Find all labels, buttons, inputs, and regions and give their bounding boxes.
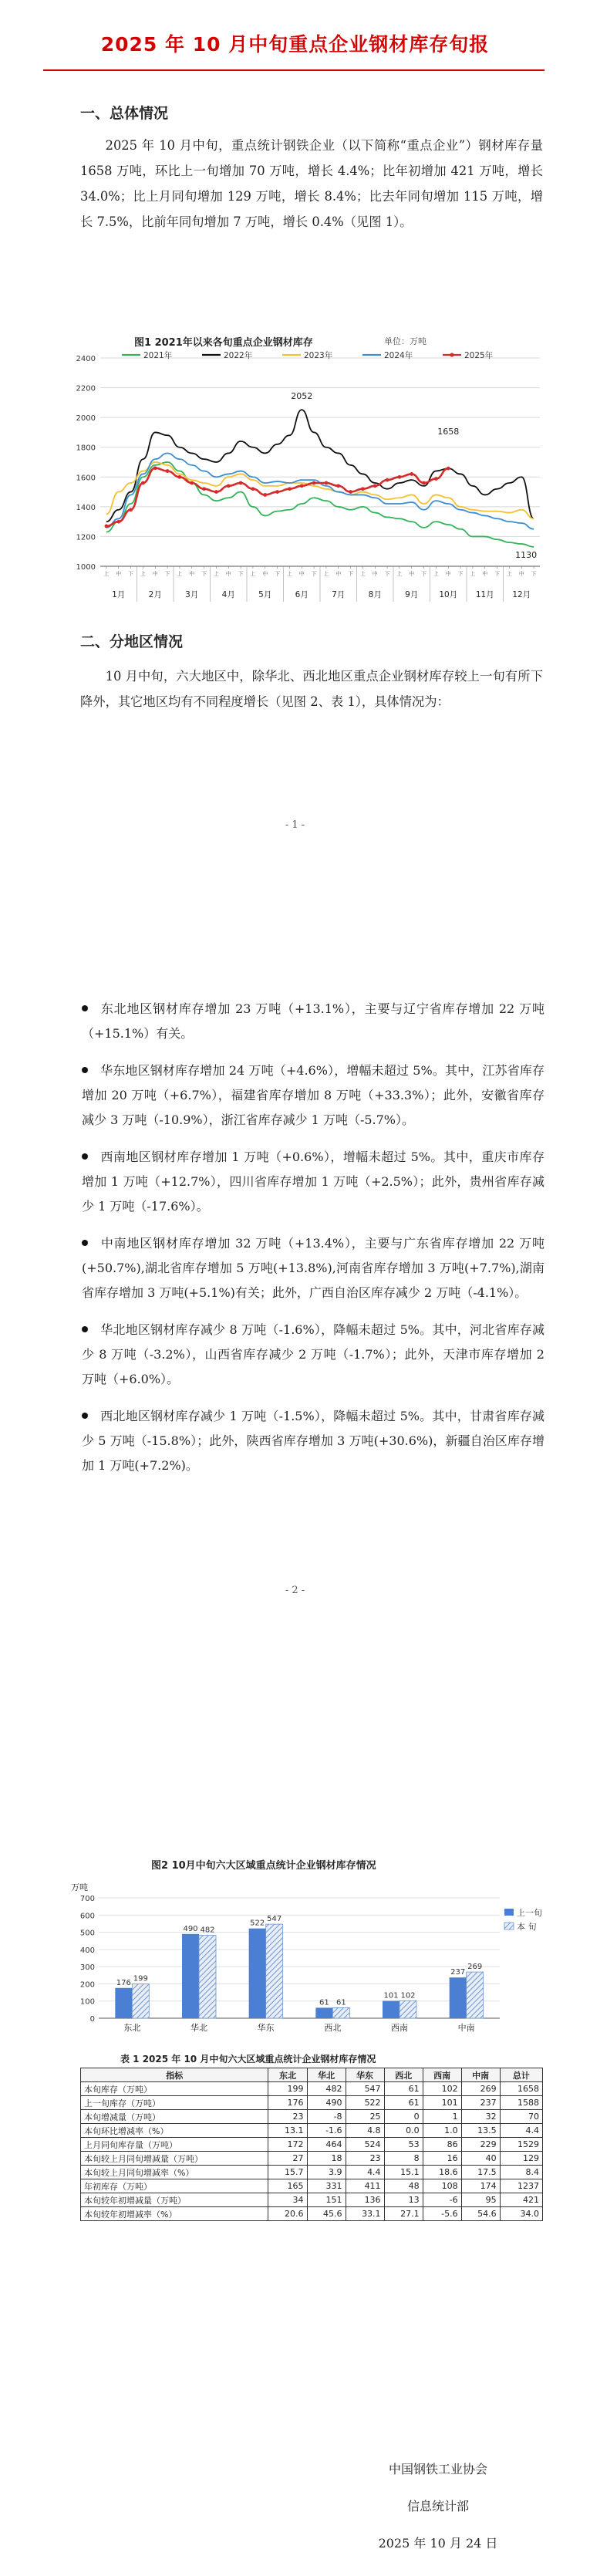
fig1-decad-label: 中: [335, 571, 342, 577]
fig2-bar-label-curr: 547: [267, 1915, 282, 1924]
table-cell: 490: [307, 2096, 346, 2110]
signature-dept: 信息统计部: [406, 2499, 469, 2514]
fig1-decad-label: 下: [164, 571, 170, 577]
table-cell: 13.1: [268, 2124, 307, 2138]
table-cell: 27.1: [384, 2207, 423, 2221]
fig1-decad-label: 下: [384, 571, 390, 577]
fig2-ytick-label: 100: [79, 1997, 95, 2007]
fig1-annotation: 2052: [291, 391, 313, 402]
table-cell: 本旬较年初增减率（%）: [81, 2207, 268, 2221]
table-cell: 482: [307, 2082, 346, 2096]
bullet-dot-icon: [82, 1153, 88, 1160]
fig1-annotation: 1130: [515, 549, 538, 560]
table1-title: 表 1 2025 年 10 月中旬六大区域重点统计企业钢材库存情况: [120, 2054, 376, 2065]
fig1-legend-label: 2025年: [464, 351, 494, 360]
section2-intro: 10 月中旬，六大地区中，除华北、西北地区重点企业钢材库存较上一旬有所下降外，其它地区均有不同程度增长（见图 2、表 1），具体情况为：: [80, 669, 543, 709]
fig1-ytick-label: 1200: [76, 533, 96, 542]
section1-heading: 一、总体情况: [80, 105, 169, 122]
fig1-point-2025: [105, 525, 109, 528]
table-cell: 40: [461, 2152, 500, 2166]
fig1-point-2025: [190, 481, 194, 485]
fig2-category-label: 华北: [190, 2023, 207, 2033]
fig1-point-2025: [422, 481, 426, 485]
fig2-bar-label-prev: 176: [116, 1978, 131, 1987]
fig2-ytick-label: 600: [79, 1912, 95, 1921]
fig1-ytick-label: 1800: [76, 444, 96, 453]
fig2-ytick-label: 0: [89, 2015, 95, 2024]
table-cell: -5.6: [423, 2207, 461, 2221]
bullet-text: 西北地区钢材库存减少 1 万吨（-1.5%），降幅未超过 5%。其中，甘肃省库存减少 5 万吨（-15.8%）；此外，陕西省库存增加 3 万吨(+30.6%)，新疆自治区库存增加 1 万吨(+7.2%)。: [82, 1409, 544, 1473]
fig2-bar-curr: [199, 1936, 216, 2018]
table-cell: 34: [268, 2193, 307, 2207]
table-cell: 27: [268, 2152, 307, 2166]
table-header-cell: 中南: [461, 2068, 500, 2082]
table-cell: 547: [346, 2082, 384, 2096]
fig2-category-label: 华东: [257, 2023, 275, 2033]
table-cell: 本旬增减量（万吨）: [81, 2110, 268, 2124]
fig2-bar-prev: [115, 1988, 132, 2018]
fig1-month-label: 7月: [332, 590, 346, 599]
fig1-point-2025: [349, 490, 352, 494]
table-cell: 129: [500, 2152, 542, 2166]
table-cell: 165: [268, 2179, 307, 2193]
page-number-2: - 2 -: [285, 1585, 305, 1596]
fig2-ytick-label: 300: [79, 1963, 95, 1973]
fig1-decad-label: 中: [225, 571, 231, 577]
fig1-decad-label: 下: [494, 571, 501, 577]
fig1-decad-label: 中: [518, 571, 524, 577]
fig1-month-label: 8月: [368, 590, 382, 599]
fig1-decad-label: 下: [128, 571, 134, 577]
table-cell: -1.6: [307, 2124, 346, 2138]
fig1-ytick-label: 2200: [76, 384, 96, 393]
fig1-point-2025: [239, 481, 243, 485]
fig1-decad-label: 上: [140, 571, 146, 577]
table-cell: 15.7: [268, 2166, 307, 2179]
table-cell: 8.4: [500, 2166, 542, 2179]
table-row: [81, 2166, 543, 2179]
bullet-east: [82, 1058, 544, 1133]
table-row: [81, 2124, 543, 2138]
fig1-decad-label: 中: [152, 571, 158, 577]
table-cell: 61: [384, 2082, 423, 2096]
bullet-text: 华北地区钢材库存减少 8 万吨（-1.6%），降幅未超过 5%。其中，河北省库存减少 8 万吨（-3.2%），山西省库存减少 2 万吨（-1.7%）；此外，天津市库存增加 2 万吨（+6.0%）。: [82, 1322, 544, 1386]
table-cell: 61: [384, 2096, 423, 2110]
fig1-ytick-label: 2400: [76, 355, 96, 363]
fig1-point-2025: [251, 487, 255, 491]
table-cell: 172: [268, 2138, 307, 2152]
table-cell: 18: [307, 2152, 346, 2166]
fig1-ytick-label: 1600: [76, 474, 96, 483]
table-cell: 上月同旬库存量（万吨）: [81, 2138, 268, 2152]
table-cell: 23: [346, 2152, 384, 2166]
table-cell: 101: [423, 2096, 461, 2110]
fig1-decad-label: 下: [238, 571, 244, 577]
fig1-point-2025: [386, 478, 389, 482]
fig2-bar-prev: [249, 1929, 266, 2018]
table-cell: 174: [461, 2179, 500, 2193]
fig2-unit: 万吨: [71, 1882, 88, 1892]
table-row: [81, 2193, 543, 2207]
fig2-bar-curr: [132, 1984, 149, 2018]
fig2-bar-label-prev: 490: [183, 1924, 198, 1933]
table-cell: 53: [384, 2138, 423, 2152]
fig2-bar-curr: [467, 1972, 484, 2018]
table-header-cell: 华东: [346, 2068, 384, 2082]
fig2-bar-label-curr: 61: [335, 1998, 346, 2007]
table-row: [81, 2082, 543, 2096]
table-row: [81, 2152, 543, 2166]
table-cell: 54.6: [461, 2207, 500, 2221]
fig1-decad-label: 上: [470, 571, 476, 577]
table-cell: 464: [307, 2138, 346, 2152]
fig1-point-2025: [275, 490, 279, 494]
fig1-point-2025: [312, 481, 316, 485]
bullet-dot-icon: [82, 1005, 88, 1011]
fig1-decad-label: 下: [348, 571, 354, 577]
fig1-month-label: 4月: [221, 590, 235, 599]
fig1-decad-label: 中: [116, 571, 122, 577]
table-cell: 421: [500, 2193, 542, 2207]
table-cell: 34.0: [500, 2207, 542, 2221]
table-cell: 229: [461, 2138, 500, 2152]
fig1-decad-label: 上: [103, 571, 110, 577]
fig1-point-2025: [288, 487, 292, 491]
fig1-point-2025: [263, 493, 267, 497]
fig1-ytick-label: 2000: [76, 414, 96, 424]
table-cell: 1658: [500, 2082, 542, 2096]
table-cell: 8: [384, 2152, 423, 2166]
fig2-bar-chart: [68, 1890, 546, 2043]
table-cell: 20.6: [268, 2207, 307, 2221]
fig1-point-2025: [153, 466, 157, 470]
fig1-point-2025: [129, 508, 133, 511]
fig1-point-2025: [202, 487, 206, 491]
fig1-decad-label: 下: [275, 571, 281, 577]
table-header-cell: 西北: [384, 2068, 423, 2082]
table-cell: -6: [423, 2193, 461, 2207]
fig2-bar-prev: [383, 2000, 400, 2018]
bullet-dot-icon: [82, 1240, 88, 1246]
fig1-decad-label: 中: [409, 571, 415, 577]
fig1-month-label: 6月: [295, 590, 308, 599]
fig1-decad-label: 中: [298, 571, 305, 577]
fig2-bar-label-prev: 61: [319, 1998, 329, 2007]
fig2-bar-label-prev: 237: [450, 1968, 466, 1977]
fig1-point-2025: [141, 481, 145, 485]
fig2-legend-swatch-curr: [504, 1923, 514, 1929]
fig1-title: 图1 2021年以来各旬重点企业钢材库存: [134, 337, 313, 349]
fig2-bar-label-curr: 199: [133, 1974, 148, 1983]
fig1-decad-label: 中: [262, 571, 268, 577]
bullet-text: 东北地区钢材库存增加 23 万吨（+13.1%），主要与辽宁省库存增加 22 万吨（+15.1%）有关。: [82, 1001, 544, 1041]
fig1-point-2025: [166, 469, 170, 473]
table-cell: 522: [346, 2096, 384, 2110]
fig2-category-label: 西北: [324, 2023, 342, 2033]
page-number-1: - 1 -: [285, 819, 305, 831]
fig2-bar-prev: [450, 1977, 467, 2018]
table-cell: 33.1: [346, 2207, 384, 2221]
fig1-decad-label: 上: [396, 571, 403, 577]
bullet-north: [82, 1318, 544, 1392]
fig1-legend-label: 2021年: [143, 351, 173, 360]
fig1-decad-label: 上: [286, 571, 292, 577]
table-cell: 本旬较年初增减量（万吨）: [81, 2193, 268, 2207]
table-cell: 上一旬库存（万吨）: [81, 2096, 268, 2110]
table-cell: 4.4: [346, 2166, 384, 2179]
fig1-decad-label: 下: [531, 571, 537, 577]
table-row: [81, 2096, 543, 2110]
fig1-month-label: 2月: [148, 590, 162, 599]
section2-heading: 二、分地区情况: [80, 633, 184, 650]
bullet-northeast: [82, 997, 544, 1046]
table-cell: 524: [346, 2138, 384, 2152]
fig1-point-2025: [398, 475, 402, 479]
bullet-dot-icon: [82, 1326, 88, 1332]
table-row: [81, 2179, 543, 2193]
fig2-legend-swatch-prev: [504, 1909, 514, 1916]
fig2-bar-curr: [266, 1924, 283, 2018]
fig2-legend-label-prev: 上一旬: [517, 1908, 542, 1918]
fig2-bar-label-curr: 102: [400, 1991, 416, 2000]
fig2-legend-label-curr: 本 旬: [517, 1922, 537, 1932]
signature-org: 中国钢铁工业协会: [388, 2462, 487, 2476]
fig1-month-label: 12月: [512, 590, 531, 599]
bullet-northwest: [82, 1404, 544, 1478]
table-cell: 13.5: [461, 2124, 500, 2138]
fig1-unit: 单位：万吨: [384, 336, 426, 346]
fig1-decad-label: 中: [445, 571, 451, 577]
table-row: [81, 2138, 543, 2152]
fig2-bar-curr: [400, 2000, 416, 2018]
table-cell: 23: [268, 2110, 307, 2124]
table-cell: 32: [461, 2110, 500, 2124]
table-cell: 4.4: [500, 2124, 542, 2138]
table-header-cell: 指标: [81, 2068, 268, 2082]
fig1-month-label: 3月: [185, 590, 199, 599]
fig1-point-2025: [410, 472, 413, 476]
bullet-text: 中南地区钢材库存增加 32 万吨（+13.4%），主要与广东省库存增加 22 万吨(+50.7%),湖北省库存增加 5 万吨(+13.8%),河南省库存增加 3 万吨(+7.7%),湖南省库存增加 3 万吨(+5.1%)有关；此外，广西自治区库存减少 2 万吨（-4.1%）。: [82, 1236, 544, 1300]
table-cell: 0.0: [384, 2124, 423, 2138]
fig2-category-label: 东北: [123, 2023, 141, 2033]
table-cell: 48: [384, 2179, 423, 2193]
fig2-category-label: 中南: [457, 2023, 475, 2033]
table-cell: 15.1: [384, 2166, 423, 2179]
table-cell: 70: [500, 2110, 542, 2124]
table-cell: 86: [423, 2138, 461, 2152]
fig2-ytick-label: 500: [79, 1929, 95, 1938]
fig2-bar-prev: [182, 1934, 199, 2018]
table-cell: 1529: [500, 2138, 542, 2152]
fig1-legend-label: 2022年: [224, 351, 253, 360]
table-cell: 1: [423, 2110, 461, 2124]
table-header-cell: 华北: [307, 2068, 346, 2082]
fig1-annotation: 1658: [437, 427, 460, 437]
table-cell: 18.6: [423, 2166, 461, 2179]
region-stock-table: [80, 2068, 543, 2221]
bullet-text: 西南地区钢材库存增加 1 万吨（+0.6%），增幅未超过 5%。其中，重庆市库存增加 1 万吨（+12.7%），四川省库存增加 1 万吨（+2.5%）；此外，贵州省库存减少 1 万吨（-17.6%）。: [82, 1150, 544, 1214]
fig1-legend-label: 2024年: [384, 351, 413, 360]
fig1-decad-label: 上: [433, 571, 439, 577]
fig1-series-line: [106, 462, 534, 518]
fig1-month-label: 1月: [112, 590, 126, 599]
fig1-month-label: 5月: [258, 590, 272, 599]
table-cell: 16: [423, 2152, 461, 2166]
fig1-decad-label: 中: [482, 571, 488, 577]
fig2-category-label: 西南: [391, 2023, 408, 2033]
table-cell: 1237: [500, 2179, 542, 2193]
table-header-cell: 总计: [500, 2068, 542, 2082]
bullet-text: 华东地区钢材库存增加 24 万吨（+4.6%），增幅未超过 5%。其中，江苏省库存增加 20 万吨（+6.7%），福建省库存增加 8 万吨（+33.3%）；此外，安徽省库存减少 3 万吨（-10.9%），浙江省库存减少 1 万吨（-5.7%）。: [82, 1063, 544, 1127]
table-cell: 136: [346, 2193, 384, 2207]
fig1-decad-label: 下: [457, 571, 464, 577]
fig1-point-2025: [227, 484, 231, 488]
table-cell: 45.6: [307, 2207, 346, 2221]
fig1-point-2025: [214, 490, 218, 494]
fig1-decad-label: 上: [506, 571, 512, 577]
report-title: 2025 年 10 月中旬重点企业钢材库存旬报: [100, 33, 490, 56]
fig1-point-2025: [116, 520, 120, 524]
fig1-series-line: [106, 453, 534, 528]
fig1-decad-label: 下: [421, 571, 427, 577]
table-cell: 108: [423, 2179, 461, 2193]
fig1-point-2025: [447, 467, 450, 471]
fig2-bar-label-prev: 522: [250, 1919, 265, 1928]
table-cell: 1588: [500, 2096, 542, 2110]
table-cell: 本旬较上月同旬增减量（万吨）: [81, 2152, 268, 2166]
table-header-cell: 西南: [423, 2068, 461, 2082]
table-cell: 411: [346, 2179, 384, 2193]
table-cell: 25: [346, 2110, 384, 2124]
table-cell: 本旬较上月同旬增减率（%）: [81, 2166, 268, 2179]
table-cell: 1.0: [423, 2124, 461, 2138]
table-cell: 102: [423, 2082, 461, 2096]
table-header-cell: 东北: [268, 2068, 307, 2082]
fig1-decad-label: 下: [311, 571, 317, 577]
fig1-month-label: 9月: [405, 590, 419, 599]
fig2-bar-label-curr: 482: [200, 1926, 215, 1935]
fig1-ytick-label: 1400: [76, 503, 96, 512]
table-header-row: [81, 2068, 543, 2082]
fig2-ytick-label: 700: [79, 1895, 95, 1903]
fig1-legend-marker: [450, 353, 453, 356]
table-cell: -8: [307, 2110, 346, 2124]
bullet-dot-icon: [82, 1067, 88, 1073]
fig1-month-label: 11月: [475, 590, 494, 599]
table-cell: 95: [461, 2193, 500, 2207]
fig1-decad-label: 下: [201, 571, 207, 577]
table-cell: 151: [307, 2193, 346, 2207]
bullet-dot-icon: [82, 1413, 88, 1419]
table-cell: 331: [307, 2179, 346, 2193]
table-cell: 0: [384, 2110, 423, 2124]
table-row: [81, 2110, 543, 2124]
table-cell: 本旬环比增减率（%）: [81, 2124, 268, 2138]
fig1-decad-label: 中: [372, 571, 378, 577]
fig1-ytick-label: 1000: [76, 563, 96, 572]
fig1-decad-label: 中: [189, 571, 195, 577]
fig1-legend-label: 2023年: [304, 351, 333, 360]
fig1-decad-label: 上: [323, 571, 329, 577]
table-cell: 17.5: [461, 2166, 500, 2179]
table-cell: 4.8: [346, 2124, 384, 2138]
fig2-ytick-label: 200: [79, 1980, 95, 1990]
fig1-decad-label: 上: [213, 571, 219, 577]
fig1-point-2025: [373, 484, 377, 488]
fig2-ytick-label: 400: [79, 1946, 95, 1955]
region-bullet-list: [82, 997, 544, 1478]
table-cell: 3.9: [307, 2166, 346, 2179]
fig1-point-2025: [325, 481, 329, 485]
fig1-line-chart: [69, 349, 548, 619]
signature-date: 2025 年 10 月 24 日: [378, 2536, 498, 2551]
fig1-point-2025: [434, 477, 438, 481]
bullet-central-south: [82, 1231, 544, 1305]
bullet-southwest: [82, 1145, 544, 1219]
table-cell: 本旬库存（万吨）: [81, 2082, 268, 2096]
fig2-bar-label-curr: 269: [467, 1963, 483, 1972]
fig2-bar-curr: [332, 2007, 349, 2018]
table-row: [81, 2207, 543, 2221]
fig1-decad-label: 上: [359, 571, 366, 577]
fig1-point-2025: [361, 487, 365, 491]
fig2-bar-prev: [315, 2007, 332, 2018]
fig1-point-2025: [178, 475, 182, 479]
fig1-decad-label: 上: [177, 571, 183, 577]
table-cell: 176: [268, 2096, 307, 2110]
fig2-bar-label-prev: 101: [383, 1991, 399, 2000]
fig1-decad-label: 上: [250, 571, 256, 577]
table-cell: 13: [384, 2193, 423, 2207]
section1-paragraph: 2025 年 10 月中旬，重点统计钢铁企业（以下简称“重点企业”）钢材库存量 1658 万吨，环比上一旬增加 70 万吨，增长 4.4%；比年初增加 421 万吨，增长 34.0%；比上月同旬增加 129 万吨，增长 8.4%；比去年同旬增加 115 万吨，增长 7.5%，比前年同旬增加 7 万吨，增长 0.4%（见图 1）。: [80, 138, 543, 229]
fig1-month-label: 10月: [439, 590, 458, 599]
fig1-point-2025: [300, 484, 304, 488]
table-cell: 269: [461, 2082, 500, 2096]
table-cell: 199: [268, 2082, 307, 2096]
table-cell: 237: [461, 2096, 500, 2110]
table-cell: 年初库存（万吨）: [81, 2179, 268, 2193]
title-divider: [43, 69, 544, 71]
fig1-series-line: [106, 462, 534, 547]
fig2-title: 图2 10月中旬六大区域重点统计企业钢材库存情况: [151, 1860, 376, 1872]
fig1-point-2025: [336, 484, 340, 488]
